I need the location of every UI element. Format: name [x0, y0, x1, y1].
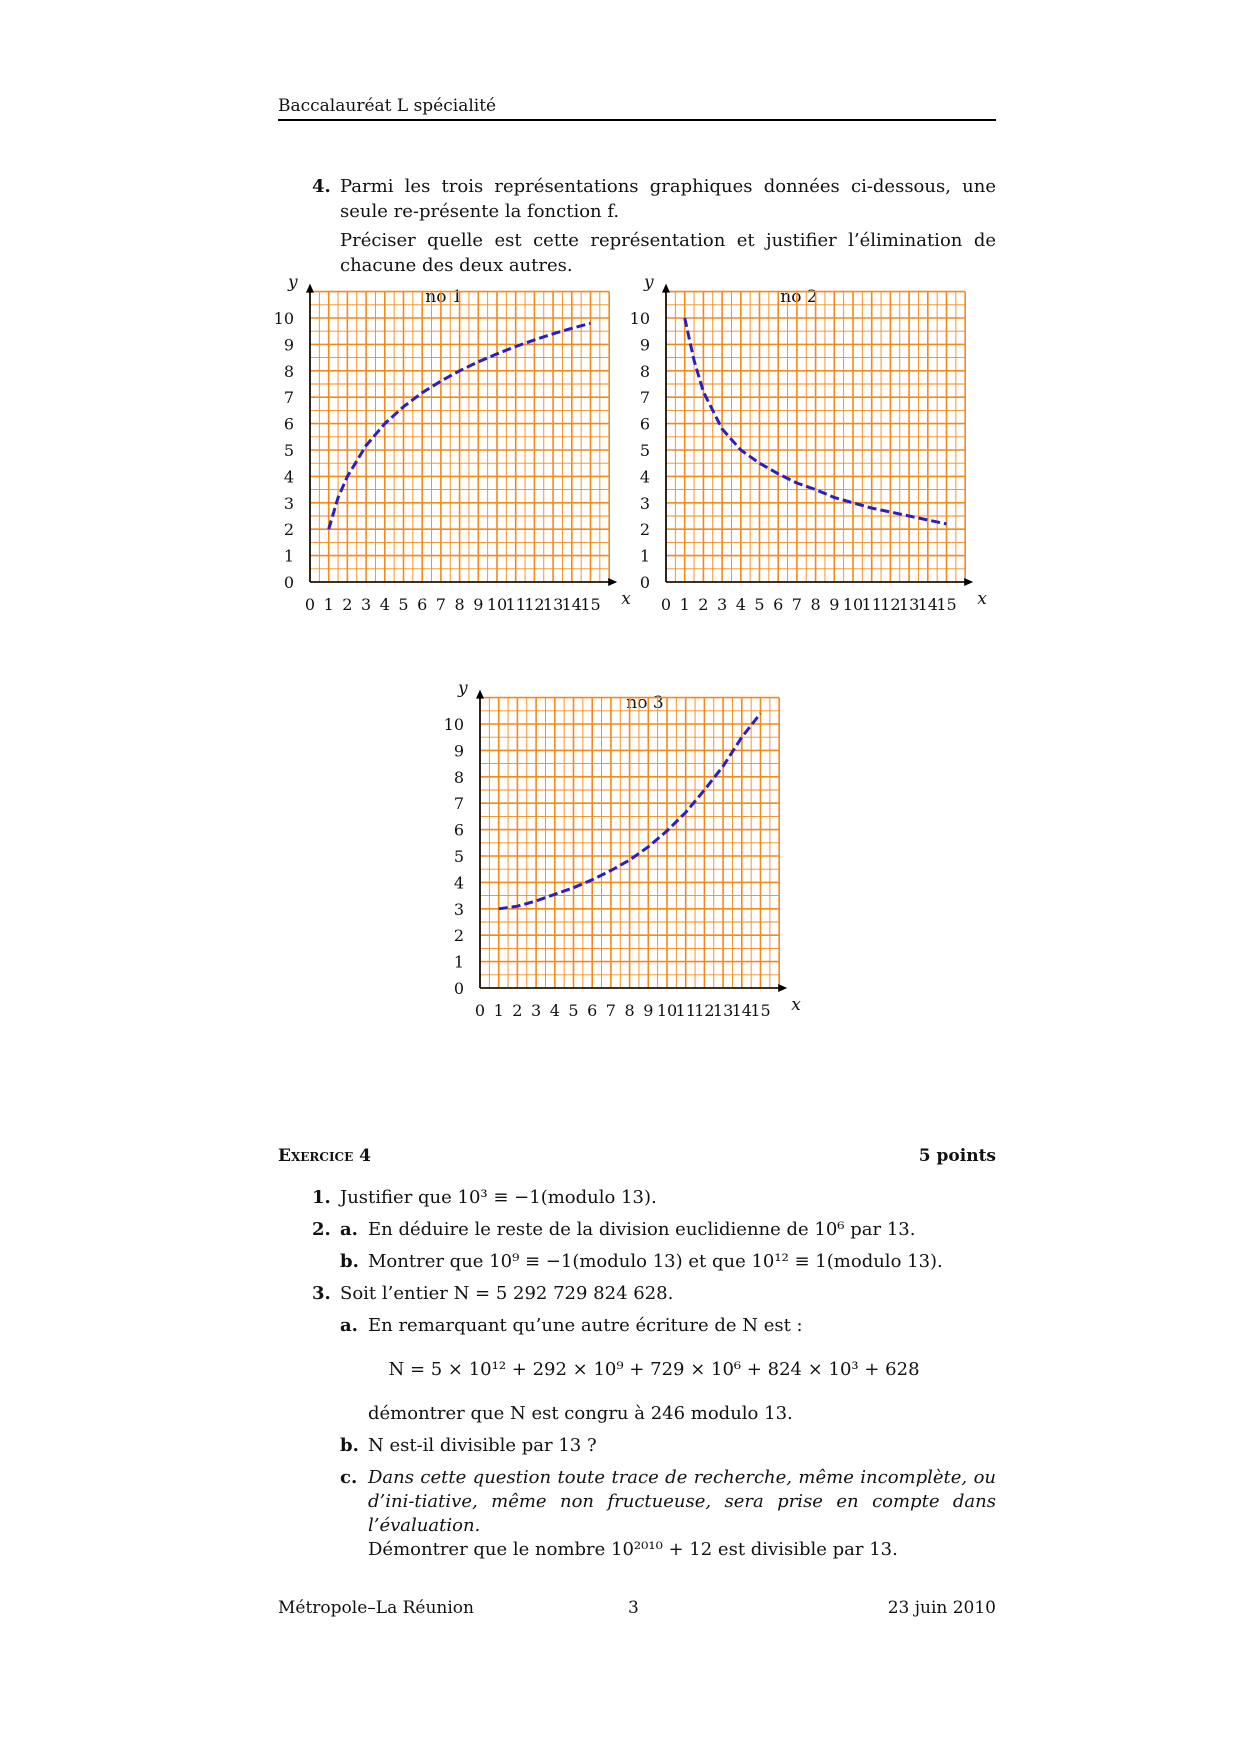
x-axis-label: x: [977, 589, 987, 609]
y-tick-label: 4: [639, 467, 650, 487]
q3c-italic: Dans cette question toute trace de recherche, même incomplète, ou d’ini-tiative, même non fructueuse, sera prise en compte dans l’évaluation.: [368, 1467, 996, 1536]
q3c-text: Démontrer que le nombre 10²⁰¹⁰ + 12 est divisible par 13.: [368, 1539, 898, 1560]
x-tick-label: 0: [304, 595, 316, 614]
x-tick-label: 1: [323, 595, 334, 614]
x-tick-label: 15: [936, 595, 957, 614]
header-rule: [278, 119, 996, 121]
grid: [480, 698, 779, 988]
y-tick-label: 6: [453, 820, 464, 840]
q3c-label: c.: [340, 1467, 358, 1488]
x-tick-label: 12: [694, 1001, 715, 1020]
x-tick-label: 7: [791, 595, 802, 614]
exercise-4-q2b: [340, 1250, 996, 1274]
y-tick-label: 10: [443, 715, 464, 734]
footer-page-number: 3: [628, 1598, 639, 1618]
y-tick-label: 7: [453, 794, 464, 814]
y-tick-label: 3: [639, 493, 650, 513]
y-tick-label: 8: [639, 361, 650, 381]
chart-2-caption: no 2: [780, 287, 818, 307]
y-tick-label: 3: [453, 899, 464, 919]
q3a-text: En remarquant qu’une autre écriture de N est :: [368, 1315, 803, 1336]
y-tick-label: 7: [283, 388, 294, 408]
x-tick-label: 4: [379, 595, 390, 614]
q3b-label: b.: [340, 1435, 359, 1456]
y-tick-label: 0: [639, 573, 650, 592]
q1-label: 1.: [312, 1187, 331, 1208]
x-tick-label: 6: [773, 595, 784, 614]
exercise-4-q3c: [340, 1466, 996, 1562]
exercise-4-q3: [312, 1282, 996, 1306]
question-4-text-2: Préciser quelle est cette représentation et justifier l’élimination de chacune des deux autres.: [340, 230, 996, 276]
y-tick-label: 10: [629, 309, 650, 328]
y-tick-label: 4: [453, 873, 464, 893]
y-tick-label: 2: [453, 926, 464, 946]
y-tick-label: 9: [639, 335, 650, 355]
footer-left: Métropole–La Réunion: [278, 1598, 474, 1618]
exercise-4-body: [312, 1186, 996, 1570]
q2b-label: b.: [340, 1251, 359, 1272]
y-tick-label: 1: [639, 546, 650, 566]
x-tick-label: 10: [656, 1001, 678, 1020]
x-tick-label: 8: [810, 595, 821, 614]
y-tick-label: 0: [453, 979, 464, 998]
exercise-4-title: Exercice 4: [278, 1146, 371, 1166]
y-tick-label: 10: [273, 309, 294, 328]
y-axis-label: y: [458, 678, 468, 699]
q2a-label: a.: [340, 1219, 358, 1240]
q2-label: 2.: [312, 1219, 331, 1240]
y-axis-label: y: [644, 272, 654, 293]
x-tick-label: 5: [754, 595, 765, 614]
y-tick-label: 2: [639, 520, 650, 540]
x-tick-label: 9: [473, 595, 484, 614]
x-tick-label: 14: [917, 595, 938, 614]
x-tick-label: 3: [361, 595, 372, 614]
x-tick-label: 2: [512, 1001, 523, 1020]
y-tick-label: 5: [283, 441, 294, 460]
x-tick-label: 12: [524, 595, 545, 614]
exercise-4-q3a: [340, 1314, 996, 1338]
x-tick-label: 6: [587, 1001, 598, 1020]
x-axis-label: x: [791, 995, 801, 1015]
x-axis-arrow: [608, 578, 617, 586]
y-tick-label: 9: [283, 335, 294, 355]
footer-date: 23 juin 2010: [887, 1598, 996, 1618]
x-tick-label: 6: [417, 595, 428, 614]
x-axis-arrow: [964, 578, 973, 586]
y-axis-arrow: [306, 284, 314, 293]
y-tick-label: 5: [639, 441, 650, 460]
y-tick-label: 1: [453, 952, 464, 972]
x-tick-label: 13: [542, 595, 564, 614]
question-4: [312, 174, 996, 282]
x-tick-label: 0: [660, 595, 672, 614]
x-tick-label: 13: [712, 1001, 734, 1020]
x-tick-label: 3: [531, 1001, 542, 1020]
exercise-4-q3b: [340, 1434, 996, 1458]
x-tick-label: 7: [435, 595, 446, 614]
formula-n: N = 5 × 10¹² + 292 × 10⁹ + 729 × 10⁶ + 824 × 10³ + 628: [388, 1359, 920, 1380]
y-axis-label: y: [288, 272, 298, 293]
grid: [310, 292, 609, 582]
x-tick-label: 1: [493, 1001, 504, 1020]
x-tick-label: 13: [898, 595, 920, 614]
q3a-text-2: démontrer que N est congru à 246 modulo 13.: [368, 1403, 793, 1424]
x-tick-label: 4: [549, 1001, 560, 1020]
x-tick-label: 8: [454, 595, 465, 614]
y-tick-label: 4: [283, 467, 294, 487]
y-tick-label: 0: [283, 573, 294, 592]
x-tick-label: 2: [698, 595, 709, 614]
x-tick-label: 10: [842, 595, 864, 614]
x-axis-arrow: [778, 984, 787, 992]
x-tick-label: 10: [486, 595, 508, 614]
x-tick-label: 15: [750, 1001, 771, 1020]
x-tick-label: 15: [580, 595, 601, 614]
chart-1-caption: no 1: [425, 287, 463, 307]
y-axis-arrow: [476, 690, 484, 699]
exercise-4-q2: [312, 1218, 996, 1242]
x-tick-label: 9: [643, 1001, 654, 1020]
y-tick-label: 5: [453, 847, 464, 866]
x-tick-label: 14: [731, 1001, 752, 1020]
y-axis-arrow: [662, 284, 670, 293]
x-tick-label: 8: [624, 1001, 635, 1020]
x-tick-label: 11: [861, 595, 882, 614]
y-tick-label: 1: [283, 546, 294, 566]
x-tick-label: 7: [605, 1001, 616, 1020]
q2a-text: En déduire le reste de la division euclidienne de 10⁶ par 13.: [368, 1219, 916, 1240]
x-tick-label: 9: [829, 595, 840, 614]
x-tick-label: 0: [474, 1001, 486, 1020]
q3b-text: N est-il divisible par 13 ?: [368, 1435, 597, 1456]
question-4-text-1: Parmi les trois représentations graphiques données ci-dessous, une seule re-présente la fonction f.: [340, 176, 996, 222]
q3a-label: a.: [340, 1315, 358, 1336]
exercise-4-q1: [312, 1186, 996, 1210]
q2b-text: Montrer que 10⁹ ≡ −1(modulo 13) et que 10¹² ≡ 1(modulo 13).: [368, 1251, 943, 1272]
chart-3-caption: no 3: [626, 693, 664, 713]
x-tick-label: 4: [735, 595, 746, 614]
y-tick-label: 6: [639, 414, 650, 434]
x-tick-label: 5: [568, 1001, 579, 1020]
x-tick-label: 2: [342, 595, 353, 614]
y-tick-label: 2: [283, 520, 294, 540]
x-axis-label: x: [621, 589, 631, 609]
q3-text: Soit l’entier N = 5 292 729 824 628.: [340, 1283, 674, 1304]
q1-text: Justifier que 10³ ≡ −1(modulo 13).: [340, 1187, 657, 1208]
y-tick-label: 8: [453, 767, 464, 787]
question-4-number: 4.: [312, 176, 331, 197]
q3-label: 3.: [312, 1283, 331, 1304]
grid: [666, 292, 965, 582]
exercise-4-points: 5 points: [918, 1146, 996, 1166]
x-tick-label: 11: [505, 595, 526, 614]
header-title: Baccalauréat L spécialité: [278, 96, 497, 116]
x-tick-label: 5: [398, 595, 409, 614]
y-tick-label: 7: [639, 388, 650, 408]
y-tick-label: 6: [283, 414, 294, 434]
x-tick-label: 14: [561, 595, 582, 614]
y-tick-label: 9: [453, 741, 464, 761]
x-tick-label: 3: [717, 595, 728, 614]
x-tick-label: 1: [679, 595, 690, 614]
x-tick-label: 12: [880, 595, 901, 614]
y-tick-label: 8: [283, 361, 294, 381]
x-tick-label: 11: [675, 1001, 696, 1020]
y-tick-label: 3: [283, 493, 294, 513]
